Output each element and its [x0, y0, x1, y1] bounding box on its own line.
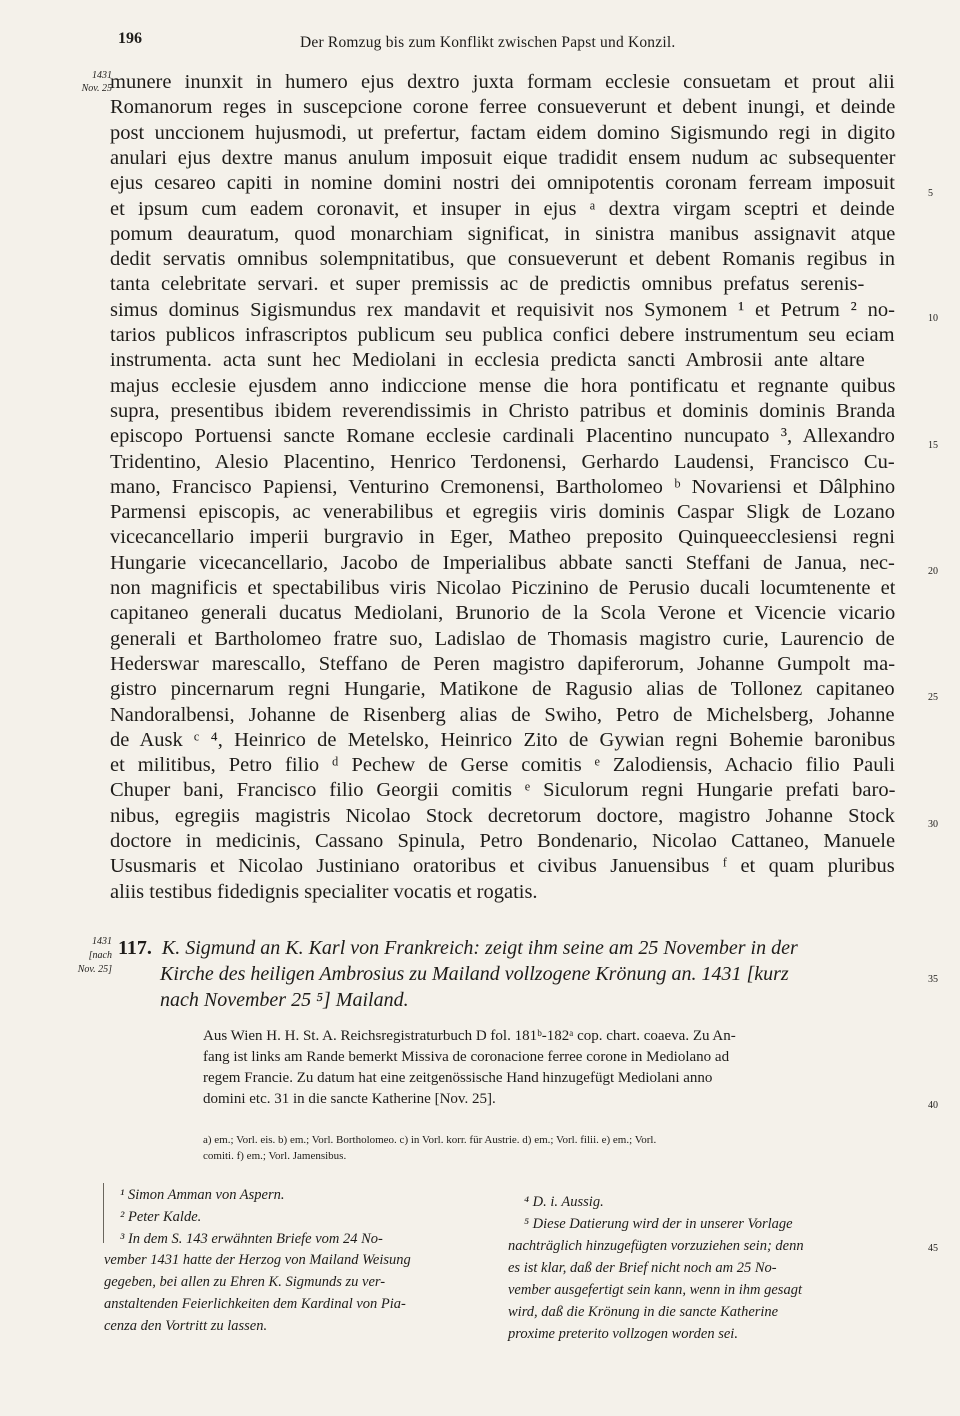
entry-heading-line-2: Kirche des heiligen Ambrosius zu Mailand vollzogene Krönung an. 1431 [kurz [160, 963, 789, 985]
entry-heading-text: K. Sigmund an K. Karl von Frankreich: zeigt ihm seine am 25 November in der [161, 937, 798, 959]
body-line: Nandoralbensi, Johanne de Risenberg alias de Swiho, Petro de Michelsberg, Johanne [110, 703, 895, 726]
footnote-line: ³ In dem S. 143 erwähnten Briefe vom 24 No- [120, 1231, 383, 1247]
variant-note: a) em.; Vorl. eis. b) em.; Vorl. Bortholomeo. c) in Vorl. korr. für Austrie. d) em.; Vorl. filii. e) em.; Vorl. [203, 1134, 657, 1146]
footnote-line: anstaltenden Feierlichkeiten dem Kardinal von Pia- [104, 1296, 406, 1312]
body-line: ejus cesareo capiti in nomine domini nostri dei omnipotentis coronam ferream imposuit [110, 172, 895, 195]
body-line: Romanorum reges in suscepcione corone ferree consueverunt et debent inungi, et deinde [110, 96, 896, 119]
source-line: regem Francie. Zu datum hat eine zeitgenössische Hand hinzugefügt Mediolani anno [203, 1070, 713, 1086]
body-line: capitaneo generali ducatus Mediolani, Brunorio de la Scola Verone et Vicencie vicario [110, 602, 896, 625]
entry-gutter-date: Nov. 25] [77, 964, 112, 975]
body-line: et ipsum cum eadem coronavit, et insuper in ejus ᵃ dextra virgam sceptri et deinde [110, 197, 895, 220]
footnote-line: vember ausgefertigt sein kann, wenn in ihm gesagt [508, 1282, 802, 1298]
body-line: episcopo Portuensi sancte Romane ecclesie cardinali Placentino nuncupato ³, Allexandro [110, 425, 895, 448]
entry-gutter-year: 1431 [92, 936, 112, 947]
body-line: dedit servatis omnibus solempnitatibus, que consueverunt et debent Romanis regibus in [110, 248, 895, 271]
page-number: 196 [118, 30, 142, 47]
footnote-line: ⁵ Diese Datierung wird der in unserer Vorlage [524, 1216, 793, 1232]
line-number: 40 [928, 1100, 938, 1111]
body-line: post unccionem hujusmodi, ut prefertur, factam eidem domino Sigismundo regi in digito [110, 121, 896, 144]
footnote-line: ⁴ D. i. Aussig. [524, 1194, 604, 1210]
footnote-line: nachträglich hinzugefügten vorzuziehen sein; denn [508, 1238, 804, 1254]
gutter-year: 1431 [92, 70, 112, 81]
footnote-line: ² Peter Kalde. [120, 1209, 202, 1225]
body-line: nibus, egregiis magistris Nicolao Stock decretorum doctore, magistro Johanne Stock [110, 804, 895, 827]
body-line: Ususmaris et Nicolao Justiniano oratoribus et civibus Januensibus ᶠ et quam pluribus [110, 855, 895, 878]
body-line: supra, presentibus ibidem reverendissimis in Christo patribus et dominis dominis Branda [110, 399, 896, 422]
body-line: vicecancellario imperii burgravio in Eger, Matheo preposito Quinqueecclesiensi regni [110, 526, 895, 549]
body-line: instrumenta. acta sunt hec Mediolani in ecclesia predicta sancti Ambrosii ante altare [110, 349, 865, 372]
footnote-line: wird, daß die Krönung in die sancte Katherine [508, 1304, 779, 1320]
line-number: 25 [928, 692, 938, 703]
body-line: tarios publicos infrascriptos publicum seu publica confici debere instrumentum seu eciam [110, 324, 895, 346]
line-number: 35 [928, 974, 938, 985]
footnote-line: cenza den Vortritt zu lassen. [104, 1318, 268, 1334]
line-number: 20 [928, 566, 938, 577]
body-line: munere inunxit in humero ejus dextro juxta formam ecclesie consuetam et prout alii [110, 71, 895, 93]
entry-heading-line-1 [118, 936, 798, 960]
body-line: majus ecclesie ejusdem anno indiccione mense die hora pontificatu et regnante quibus [110, 374, 896, 397]
body-line: simus dominus Sigismundus rex mandavit et requisivit nos Symonem ¹ et Petrum ² no- [110, 298, 895, 321]
entry-gutter-nach: [nach [88, 950, 112, 961]
source-line: fang ist links am Rande bemerkt Missiva de coronacione ferree corone in Mediolano ad [203, 1049, 730, 1065]
variant-note: comiti. f) em.; Vorl. Jamensibus. [203, 1150, 347, 1162]
body-line: aliis testibus fidedignis specialiter vocatis et rogatis. [110, 880, 538, 903]
footnote-line: vember 1431 hatte der Herzog von Mailand Weisung [104, 1252, 411, 1268]
entry-number: 117. [118, 937, 152, 959]
footnote-line: ¹ Simon Amman von Aspern. [120, 1187, 285, 1203]
body-line: Tridentino, Alesio Placentino, Henrico Terdonensi, Gerhardo Laudensi, Francisco Cu- [110, 450, 895, 473]
body-line: tanta celebritate servari. et super premissis ac de predictis omnibus prefatus serenis- [110, 273, 865, 296]
entry-heading-line-3: nach November 25 ⁵] Mailand. [160, 989, 409, 1011]
body-line: et militibus, Petro filio ᵈ Pechew de Gerse comitis ᵉ Zalodiensis, Achacio filio Pauli [110, 754, 895, 777]
gutter-date: Nov. 25 [81, 83, 112, 94]
body-line: non magnificis et spectabilibus viris Nicolao Piczinino de Perusio ducali locumtenente et [110, 577, 896, 599]
source-line: domini etc. 31 in die sancte Katherine [Nov. 25]. [203, 1091, 496, 1107]
body-line: de Ausk ᶜ ⁴, Heinrico de Metelsko, Heinrico Zito de Gywian regni Bohemie baronibus [110, 728, 896, 751]
body-line: Hederswar marescallo, Steffano de Peren magistro dapiferorum, Johanne Gumpolt ma- [110, 652, 896, 675]
line-number: 45 [928, 1243, 938, 1254]
body-line: doctore in medicinis, Cassano Spinula, Petro Bondenario, Nicolao Cattaneo, Manuele [110, 830, 896, 852]
body-line: mano, Francisco Papiensi, Venturino Cremonensi, Bartholomeo ᵇ Novariensi et Dâlphino [110, 475, 896, 498]
line-number: 30 [928, 819, 938, 830]
footnote-line: gegeben, bei allen zu Ehren K. Sigmunds zu ver- [104, 1274, 386, 1290]
body-line: pomum deauratum, quod monarchiam significat, in sinistra manibus assignavit atque [110, 222, 896, 245]
body-line: Parmensi episcopis, ac venerabilibus et egregiis viris dominis Caspar Sligk de Lozano [110, 501, 895, 524]
line-number: 10 [928, 313, 938, 324]
footnote-line: proxime preterito vollzogen worden sei. [508, 1326, 738, 1342]
margin-rule [103, 1183, 104, 1243]
footnote-line: es ist klar, daß der Brief nicht noch am 25 No- [508, 1260, 777, 1276]
body-line: Chuper bani, Francisco filio Georgii comitis ᵉ Siculorum regni Hungarie prefati baro- [110, 779, 896, 802]
source-line: Aus Wien H. H. St. A. Reichsregistraturbuch D fol. 181ᵇ-182ᵃ cop. chart. coaeva. Zu An- [203, 1028, 736, 1044]
body-line: generali et Bartholomeo fratre suo, Ladislao de Thomasis magistro curie, Laurencio de [110, 627, 895, 650]
line-number: 15 [928, 440, 938, 451]
body-line: anulari ejus dextre manus anulum imposuit eique tradidit ensem nudum ac subsequenter [110, 146, 896, 169]
line-number: 5 [928, 188, 933, 199]
running-title: Der Romzug bis zum Konflikt zwischen Papst und Konzil. [300, 34, 676, 51]
body-line: gistro pincernarum regni Hungarie, Matikone de Ragusio alias de Tollonez capitaneo [110, 678, 895, 701]
body-line: Hungarie vicecancellario, Jacobo de Imperialibus abbate sancti Steffani de Janua, nec- [110, 551, 895, 574]
